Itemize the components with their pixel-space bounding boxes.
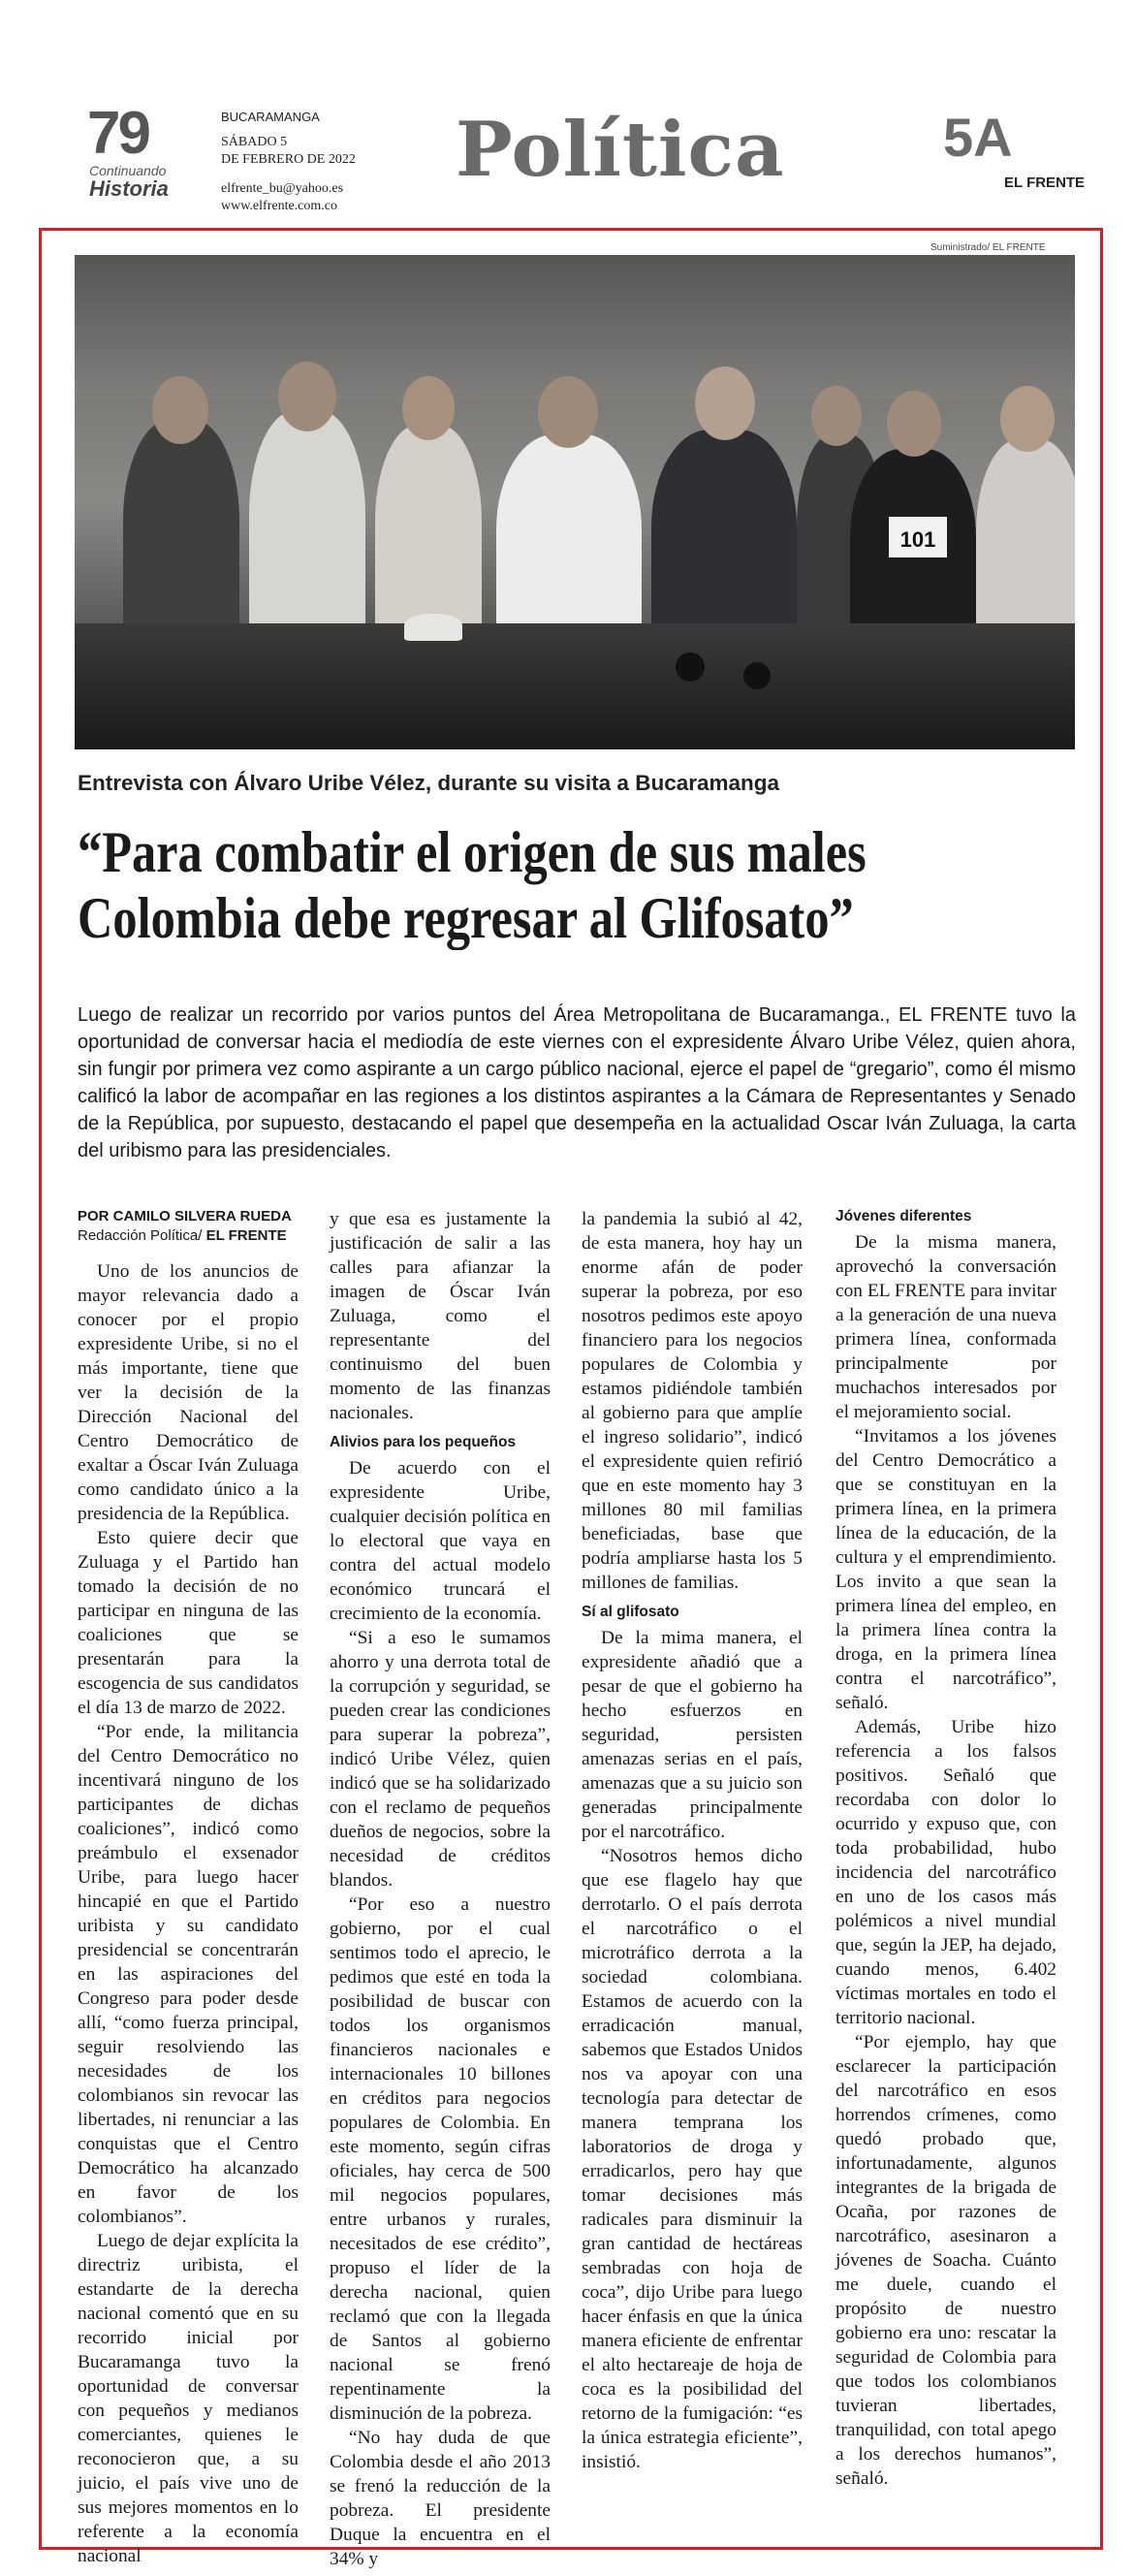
paragraph: “Nosotros hemos dicho que ese flagelo hay que derrotarlo. O el país derrota el narcotráfico o el microtráfico derrota a la sociedad colombiana. Estamos de acuerdo con la erradicación manual, sabemos que Estados Unidos nos va apoyar con una tecnología para detectar de manera temprana los laboratorios de droga y erradicarlos, pero hay que tomar decisiones más radicales para disminuir la gran cantidad de hectáreas sembradas con hoja de coca”, dijo Uribe para luego hacer énfasis en que la única manera eficiente de enfrentar el alto hectareaje de hoja de coca es la posibilidad del retorno de la fumigación: “es la única estrategia eficiente”, insistió. [582,1846,803,2472]
paragraph: “Por ejemplo, hay que esclarecer la participación del narcotráfico en esos horrendos crímenes, como quedó probado que, infortunadamente, algunos integrantes de la brigada de Ocaña, por razones de narcotráfico, asesinaron a jóvenes de Soacha. Cuánto me duele, cuando el propósito de nuestro gobierno era uno: rescatar la seguridad de Colombia para que todos los colombianos tuvieran libertades, tranquilidad, con total apego a los derechos humanos”, señaló. [835,2032,1056,2489]
photo-credit: Suministrado/ EL FRENTE [930,242,1046,253]
person-head [695,366,755,440]
paragraph: “No hay duda de que Colombia desde el año 2013 se frenó la reducción de la pobreza. El presidente Duque la encuentra en el 34% y [330,2428,551,2569]
article-column-3 [582,1207,803,2474]
paper-name: EL FRENTE [1004,175,1086,191]
paragraph: Esto quiere decir que Zuluaga y el Partido han tomado la decisión de no participar en ninguna de las coaliciones que se presentarán para la escogencia de sus candidatos el día 13 de marzo de 2022. [78,1528,299,1718]
paragraph: “Por ende, la militancia del Centro Democrático no incentivará ninguno de los participantes de dichas coaliciones”, indicó como preámbulo el exsenador Uribe, para luego hacer hincapié en que el Partido uribista y su candidato presidencial se concentrarán en las aspiraciones del Congreso para poder desde allí, “como fuerza principal, seguir resolviendo las necesidades de los colombianos sin revocar las libertades, ni renunciar a las conquistas que el Centro Democrático ha alcanzado en favor de los colombianos”. [78,1722,299,2227]
paragraph: “Por eso a nuestro gobierno, por el cual sentimos todo el aprecio, le pedimos que esté en toda la posibilidad de buscar con todos los organismos financieros nacionales e internacionales 10 billones en créditos para negocios populares de Colombia. En este momento, según cifras oficiales, hay cerca de 500 mil negocios populares, entre urbanos y rurales, necesitados de ese crédito”, propuso el líder de la derecha nacional, quien reclamó que con la llegada de Santos al gobierno nacional se frenó repentinamente la disminución de la pobreza. [330,1894,551,2424]
paragraph: Uno de los anuncios de mayor relevancia dado a conocer por el propio expresidente Uribe, si no el más importante, tiene que ver la decisión de la Dirección Nacional del Centro Democrático de exaltar a Óscar Iván Zuluaga como candidato único a la presidencia de la República. [78,1261,299,1524]
article-column-2 [330,1207,551,2571]
person-head [811,386,862,446]
paragraph: De la mima manera, el expresidente añadió que a pesar de que el gobierno ha hecho esfuerzos en seguridad, persisten amenazas serias en el país, amenazas que a su juicio son generadas principalmente por el narcotráfico. [582,1628,803,1842]
article-kicker: Entrevista con Álvaro Uribe Vélez, durante su visita a Bucaramanga [78,771,780,795]
subheading: Sí al glifosato [582,1604,679,1620]
city: BUCARAMANGA [221,110,320,124]
paragraph: De la misma manera, aprovechó la conversación con EL FRENTE para invitar a la generación de una nueva primera línea, conformada principalmente por muchachos interesados por el mejoramiento social. [835,1232,1056,1422]
paragraph: Además, Uribe hizo referencia a los falsos positivos. Señaló que recordaba con dolor lo ocurrido y expuso que, con toda probabilidad, hubo incidencia del narcotráfico en uno de los casos más polémicos a nivel mundial que, según la JEP, ha dejado, cuando menos, 6.402 víctimas mortales en todo el territorio nacional. [835,1717,1056,2028]
headline-line1: “Para combatir el origen de sus males [78,820,867,884]
article-headline [78,819,1079,951]
masthead-info [221,109,356,215]
section-title: Política [456,106,785,194]
article-lead: Luego de realizar un recorrido por varios puntos del Área Metropolitana de Bucaramanga., EL FRENTE tuvo la oportunidad de conversar hacia el mediodía de este viernes con el expresidente Álvaro Uribe Vélez, quien ahora, sin fungir por primera vez como aspirante a un cargo público nacional, ejerce el papel de “gregario”, como él mismo calificó la labor de acompañar en las regiones a los distintos aspirantes a la Cámara de Representantes y Senado de la República, por supuesto, destacando el papel que desempeña en la actualidad Oscar Iván Zuluaga, la carta del uribismo para las presidenciales. [78,1004,1076,1161]
paragraph: y que esa es justamente la justificación de salir a las calles para afianzar la imagen de Óscar Iván Zuluaga, como el representante del continuismo del buen momento de las finanzas nacionales. [330,1209,551,1423]
person-head [538,376,598,448]
headline-line2: Colombia debe regresar al Glifosato” [78,886,854,950]
person-head [402,376,455,440]
subheading: Jóvenes diferentes [835,1208,972,1224]
subheading: Alivios para los pequeños [330,1434,517,1450]
page-number: 5A [943,107,1013,168]
byline-author: POR CAMILO SILVERA RUEDA [78,1208,292,1224]
byline-desk: Redacción Política/ EL FRENTE [78,1227,287,1244]
paragraph: “Invitamos a los jóvenes del Centro Democrático a que se constituyan en la primera línea, en la primera línea de la educación, de la cultura y el emprendimiento. Los invito a que sean la primera línea del empleo, en la primera línea contra la droga, en la primera línea contra el narcotráfico”, señaló. [835,1426,1056,1713]
article-column-1 [78,1207,299,2568]
article-column-4 [835,1207,1056,2491]
person-head [887,391,941,457]
person-head [152,376,208,444]
paragraph: “Si a eso le sumamos ahorro y una derrota total de la corrupción y seguridad, se pueden crear las condiciones para superar la pobreza”, indicó Uribe Vélez, quien indicó que se ha solidarizado con el reclamo de pequeños dueños de negocios, sobre la necesidad de créditos blandos. [330,1628,551,1891]
paragraph: la pandemia la subió al 42, de esta manera, hoy hay un enorme afán de poder superar la pobreza, por eso nosotros pedimos este apoyo financiero para los negocios populares de Colombia y estamos pidiéndole también al gobierno para que amplíe el ingreso solidario”, indicó el expresidente quien refirió que en este momento hay 3 millones 80 mil familias beneficiadas, base que podría ampliarse hasta los 5 millones de familias. [582,1209,803,1593]
website: www.elfrente.com.co [221,199,337,213]
email: elfrente_bu@yahoo.es [221,181,344,196]
logo-number: 79 [87,100,148,167]
microphone [743,662,771,689]
cap-object [404,614,462,641]
date-line2: DE FEBRERO DE 2022 [221,152,356,167]
masthead [0,0,1135,223]
date-line1: SÁBADO 5 [221,135,288,149]
article-photo [75,255,1075,749]
race-bib: 101 [889,517,947,557]
microphone [676,652,705,682]
logo-line1: Continuando [89,163,167,178]
logo-line2: Historia [89,176,169,201]
paragraph: Luego de dejar explícita la directriz uribista, el estandarte de la derecha nacional comentó que en su recorrido inicial por Bucaramanga tuvo la oportunidad de conversar con pequeños y medianos comerciantes, quienes le reconocieron que, a su juicio, el país vive uno de sus mejores momentos en lo referente a la economía nacional [78,2231,299,2566]
person-head [1000,386,1055,452]
paragraph: De acuerdo con el expresidente Uribe, cualquier decisión política en lo electoral que vaya en contra del actual modelo económico truncará el crecimiento de la economía. [330,1458,551,1624]
person-head [278,362,336,431]
anniversary-logo [81,100,207,204]
conference-table [75,623,1075,749]
